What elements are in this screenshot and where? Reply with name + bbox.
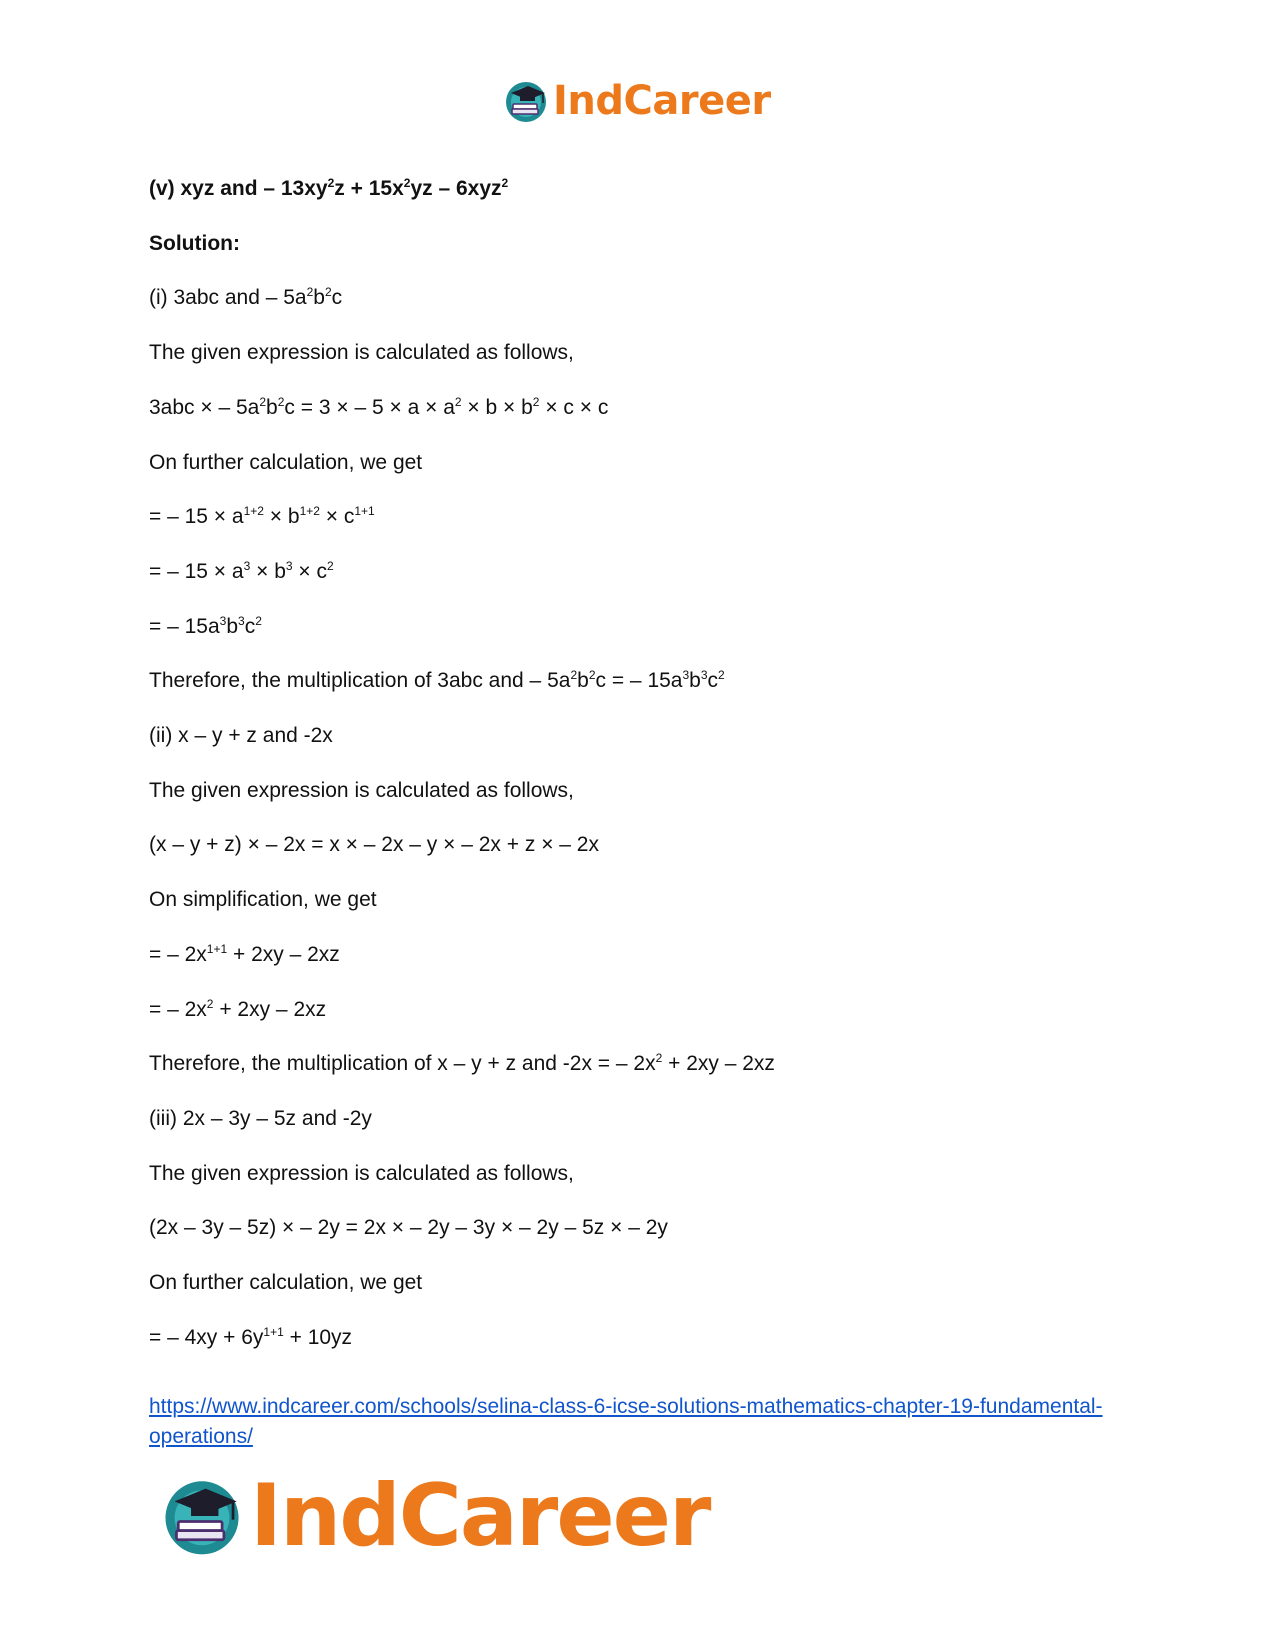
text-run: (iii) 2x – 3y – 5z and -2y — [149, 1107, 372, 1130]
superscript: 2 — [324, 285, 332, 299]
text-line-p3-l1 — [149, 1161, 574, 1187]
superscript: 3 — [700, 668, 708, 682]
text-line-p1-l3 — [149, 450, 422, 476]
text-run: On simplification, we get — [149, 888, 377, 911]
superscript: 3 — [238, 614, 245, 628]
indcareer-logo-top — [503, 78, 771, 124]
superscript: 2 — [655, 1051, 663, 1065]
text-run: (ii) x – y + z and -2x — [149, 724, 333, 747]
superscript: 2 — [277, 395, 285, 409]
text-run: On further calculation, we get — [149, 451, 423, 474]
text-run: b — [226, 615, 239, 638]
text-run: × c × c — [539, 396, 609, 419]
text-run: c — [707, 669, 719, 692]
text-run: (v) xyz and – 13xy — [149, 177, 328, 200]
superscript: 2 — [255, 614, 262, 628]
text-run: + 2xy – 2xz — [213, 998, 327, 1021]
text-line-p1-l7 — [149, 668, 725, 694]
text-line-p2-l4 — [149, 942, 340, 968]
text-line-solution — [149, 231, 240, 257]
text-run: b — [266, 396, 278, 419]
graduation-cap-book-icon — [160, 1474, 244, 1558]
brand-name: IndCareer — [553, 78, 771, 124]
text-run: The given expression is calculated as follows, — [149, 341, 574, 364]
text-line-p2 — [149, 723, 333, 749]
text-line-p2-l1 — [149, 778, 574, 804]
text-line-p1-l6 — [149, 614, 262, 640]
superscript: 2 — [306, 285, 314, 299]
superscript: 2 — [327, 559, 334, 573]
text-run: The given expression is calculated as follows, — [149, 779, 574, 802]
text-run: (2x – 3y – 5z) × – 2y = 2x × – 2y – 3y × – 2y – 5z × – 2y — [149, 1216, 668, 1239]
superscript: 3 — [285, 559, 293, 573]
text-run: (i) 3abc and – 5a — [149, 286, 307, 309]
text-run: = – 2x — [149, 998, 207, 1021]
superscript: 1+2 — [299, 504, 320, 518]
text-line-p3-l2 — [149, 1215, 668, 1241]
text-run: b — [689, 669, 701, 692]
indcareer-logo-bottom — [160, 1466, 709, 1566]
text-run: = – 15 × a — [149, 560, 244, 583]
text-line-p1-l4 — [149, 504, 375, 530]
text-line-p1 — [149, 285, 342, 311]
text-run: b — [313, 286, 325, 309]
superscript: 3 — [219, 614, 227, 628]
text-run: 3abc × – 5a — [149, 396, 260, 419]
superscript: 3 — [682, 668, 690, 682]
text-run: c = – 15a — [595, 669, 683, 692]
text-run: yz – 6xyz — [410, 177, 502, 200]
text-run: = – 15a — [149, 615, 220, 638]
text-run: × b × b — [461, 396, 533, 419]
text-line-p3 — [149, 1106, 372, 1132]
text-line-p1-l5 — [149, 559, 334, 585]
text-run: z + 15x — [334, 177, 404, 200]
text-run: + 2xy – 2xz — [662, 1052, 775, 1075]
text-line-p1-l2 — [149, 395, 608, 421]
text-run: Solution: — [149, 232, 240, 255]
superscript: 2 — [588, 668, 596, 682]
text-run: = – 2x — [149, 943, 207, 966]
text-line-p1-l1 — [149, 340, 574, 366]
superscript: 2 — [718, 668, 725, 682]
superscript: 2 — [206, 997, 214, 1011]
superscript: 2 — [403, 176, 411, 190]
text-line-p2-l2 — [149, 832, 599, 858]
text-run: = – 4xy + 6y — [149, 1326, 264, 1349]
superscript: 1+1 — [263, 1325, 284, 1339]
text-run: c — [331, 286, 343, 309]
source-link[interactable]: https://www.indcareer.com/schools/selina-class-6-icse-solutions-mathematics-chapter-19-fundamental-operations/ — [149, 1395, 1103, 1448]
text-run: (x – y + z) × – 2x = x × – 2x – y × – 2x + z × – 2x — [149, 833, 599, 856]
superscript: 2 — [327, 176, 335, 190]
text-line-p2-l5 — [149, 997, 326, 1023]
text-run: × b — [250, 560, 286, 583]
text-run: + 10yz — [283, 1326, 353, 1349]
text-run: c = 3 × – 5 × a × a — [284, 396, 455, 419]
text-line-p3-l3 — [149, 1270, 422, 1296]
superscript: 1+1 — [206, 942, 228, 956]
superscript: 2 — [570, 668, 578, 682]
text-run: c — [244, 615, 256, 638]
brand-name: IndCareer — [250, 1466, 710, 1566]
superscript: 2 — [532, 395, 540, 409]
superscript: 3 — [243, 559, 251, 573]
text-line-p2-l3 — [149, 887, 377, 913]
text-run: On further calculation, we get — [149, 1271, 423, 1294]
text-run: Therefore, the multiplication of 3abc and – 5a — [149, 669, 571, 692]
text-run: × c — [292, 560, 328, 583]
text-run: × c — [319, 505, 355, 528]
superscript: 1+2 — [243, 504, 264, 518]
text-line-q5 — [149, 176, 508, 202]
text-run: × b — [263, 505, 300, 528]
superscript: 2 — [259, 395, 267, 409]
text-run: The given expression is calculated as follows, — [149, 1162, 574, 1185]
superscript: 2 — [454, 395, 462, 409]
text-run: + 2xy – 2xz — [227, 943, 340, 966]
text-line-p3-l4 — [149, 1325, 352, 1351]
text-run: = – 15 × a — [149, 505, 244, 528]
superscript: 2 — [501, 176, 509, 190]
graduation-cap-book-icon — [503, 78, 549, 124]
superscript: 1+1 — [354, 504, 375, 518]
text-run: b — [577, 669, 589, 692]
text-line-p2-l6 — [149, 1051, 775, 1077]
text-run: Therefore, the multiplication of x – y + z and -2x = – 2x — [149, 1052, 656, 1075]
